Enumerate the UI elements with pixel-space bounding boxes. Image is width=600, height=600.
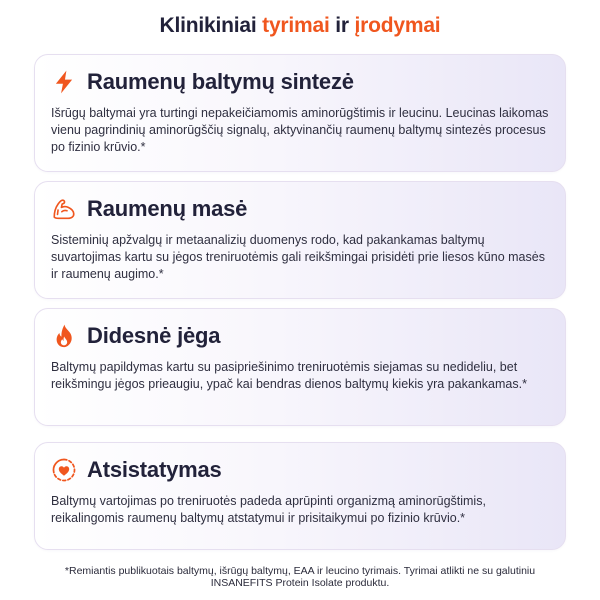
card-title: Raumenų masė: [87, 196, 248, 221]
card-text: Baltymų papildymas kartu su pasipriešinimo treniruotėmis siejamas su nedideliu, bet reikšmingu jėgos prieaugiu, ypač kai bendras dienos baltymų kiekis yra pakankamas.*: [51, 360, 527, 391]
footnote: *Remiantis publikuotais baltymų, išrūgų baltymų, EAA ir leucino tyrimais. Tyrimai atlikti ne su galutiniu INSANEFITS Protein Isolate produktu.: [64, 565, 536, 589]
lightning-icon: [51, 69, 77, 95]
title-accent: tyrimai: [262, 14, 330, 37]
card-muscle-protein-synthesis: [34, 54, 566, 172]
card-greater-strength: [34, 308, 566, 426]
title-accent-2: įrodymai: [354, 14, 441, 37]
page-title: [0, 14, 600, 38]
title-text-2: ir: [329, 14, 355, 37]
card-text: Sisteminių apžvalgų ir metaanalizių duomenys rodo, kad pakankamas baltymų suvartojimas kartu su jėgos treniruotėmis gali reikšmingai prisidėti prie liesos kūno masės ir raumenų augimo.*: [51, 233, 545, 281]
card-title: Didesnė jėga: [87, 323, 221, 348]
flexed-arm-icon: [51, 196, 77, 222]
card-text: Išrūgų baltymai yra turtingi nepakeičiamomis aminorūgštimis ir leucinu. Leucinas laikomas vienu pagrindinių aminorūgščių signalų, aktyvinančių raumenų baltymų sintezės procesus po fizinio krūvio.*: [51, 106, 549, 154]
title-text: Klinikiniai: [159, 14, 263, 37]
card-title: Raumenų baltymų sintezė: [87, 69, 354, 94]
card-title: Atsistatymas: [87, 457, 222, 482]
card-muscle-mass: [34, 181, 566, 299]
heart-recovery-icon: [51, 457, 77, 483]
flame-icon: [51, 323, 77, 349]
card-recovery: [34, 442, 566, 550]
card-text: Baltymų vartojimas po treniruotės padeda aprūpinti organizmą aminorūgštimis, reikalingomis raumenų baltymų atstatymui ir prisitaikymui po fizinio krūvio.*: [51, 494, 486, 525]
